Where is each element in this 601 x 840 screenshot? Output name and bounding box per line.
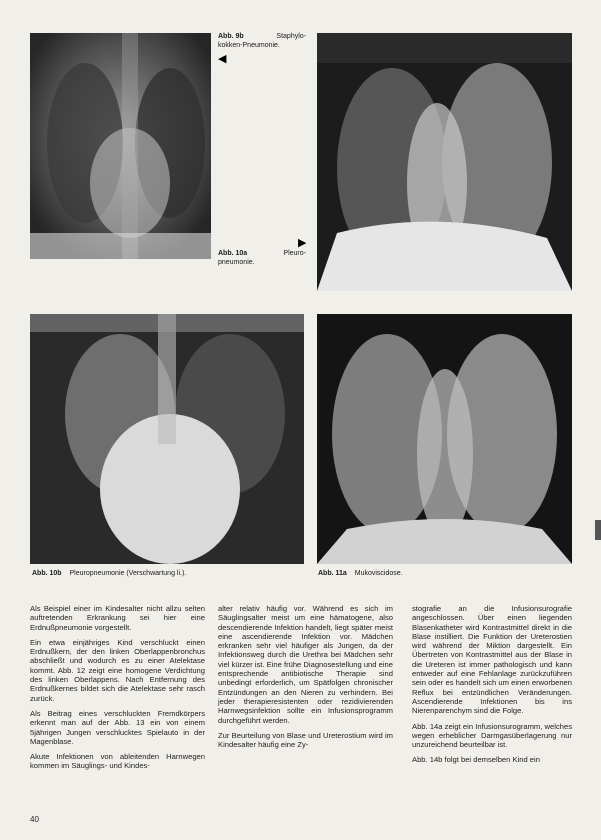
caption-text-part2: pneumonie. <box>218 258 255 266</box>
xray-image-10b <box>30 314 304 564</box>
caption-fig-10b <box>32 570 302 579</box>
caption-fig-11a <box>318 570 568 579</box>
caption-text: Pleuropneumonie (Verschwartung li.). <box>69 570 187 577</box>
caption-text-part1: Pleuro- <box>283 250 306 257</box>
paragraph: alter relativ häufig vor. Während es sich im Säuglingsalter meist um eine hämatogene, also descendierende Infektion handelt, liegt später meist eine ascendierende Infektion vor. Mädchen erkranken sehr viel häufiger als Jungen, da der Infektionsweg durch die Urethra bei Mädchen sehr viel kürzer ist. Eine frühe Diagnosestellung und eine entsprechende antibiotische Therapie sind unbedingt erforderlich, um Spätfolgen chronischer Entzündungen an den Nieren zu verhindern. Bei jeder therapieresistenten oder rezidivierenden Harnwegsinfektion sollte ein Infusionsprogramm durchgeführt werden. <box>218 604 393 725</box>
paragraph: Zur Beurteilung von Blase und Ureterostium wird im Kindesalter häufig eine Zy- <box>218 730 393 750</box>
page-edge-mark <box>595 520 601 540</box>
caption-text: Mukoviscidose. <box>354 570 403 577</box>
xray-image-10a <box>317 33 572 291</box>
caption-fig-9b <box>218 33 306 50</box>
arrow-right-icon: ▶ <box>298 237 307 249</box>
caption-label: Abb. 9b <box>218 33 244 40</box>
paragraph: stografie an die Infusionsurografie angeschlossen. Über einen liegenden Blasenkatheter wird Kontrastmittel direkt in die Blase instilliert. Die Funktion der Ureterostien wird während der Miktion dargestellt. Ein Übertreten von Kontrastmittel aus der Blase in die Ureteren ist immer pathologisch und kann entweder auf eine Fehlanlage zurückzuführen sein oder es handelt sich um einen erworbenen Reflux bei entzündlichen Veränderungen. Ascendierende Infektionen bis ins Nierenparenchym sind die Folge. <box>412 604 572 716</box>
caption-text-part1: Staphylo- <box>276 33 306 40</box>
text-column-1 <box>30 604 205 777</box>
paragraph: Abb. 14a zeigt ein Infusionsurogramm, welches wegen erheblicher Darmgasüberlagerung nur unzureichend beurteilbar ist. <box>412 721 572 750</box>
paragraph: Abb. 14b folgt bei demselben Kind ein <box>412 755 540 765</box>
text-column-2 <box>218 604 393 755</box>
arrow-left-icon: ◀ <box>218 53 227 65</box>
caption-label: Abb. 10a <box>218 250 248 257</box>
caption-text-part2: kokken-Pneumonie. <box>218 41 280 49</box>
caption-label: Abb. 11a <box>318 570 347 577</box>
text-column-3 <box>412 604 572 771</box>
paragraph: Ein etwa einjähriges Kind verschluckt einen Erdnußkern, der den linken Oberlappenbronchus abschließt und wodurch es zu einer Atelektase kommt. Abb. 12 zeigt eine homogene Verdichtung des linken Oberlappens. Nach Entfernung des Erdnußkernes bildet sich die Atelektase sehr rasch zurück. <box>30 637 205 703</box>
paragraph: Als Beitrag eines verschluckten Fremdkörpers erkennt man auf der Abb. 13 ein von einem 5jährigen Jungen verschlucktes Spielauto in der Magenblase. <box>30 708 205 746</box>
xray-image-9b <box>30 33 211 259</box>
page-number: 40 <box>30 815 39 824</box>
paragraph: Akute Infektionen von ableitenden Harnwegen kommen im Säuglings- und Kindes- <box>30 752 205 771</box>
caption-fig-10a <box>218 250 306 267</box>
caption-label: Abb. 10b <box>32 570 62 577</box>
paragraph: Als Beispiel einer im Kindesalter nicht allzu selten auftretenden Erkrankung sei hier eine Erdnußpneumonie vorgestellt. <box>30 604 205 632</box>
xray-image-11a <box>317 314 572 564</box>
